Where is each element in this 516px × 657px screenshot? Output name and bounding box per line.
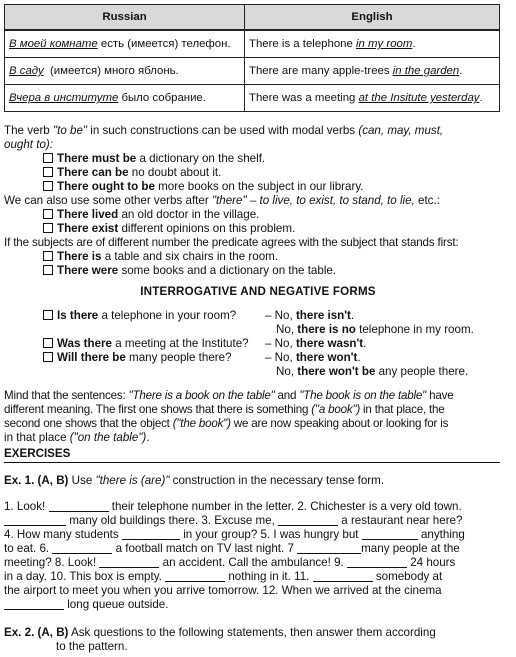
answer-item xyxy=(276,365,468,379)
mind-line xyxy=(4,431,150,445)
mind-line xyxy=(4,403,445,417)
exercise-line xyxy=(4,514,462,528)
text: . xyxy=(357,351,361,364)
text: "The book is on the table" xyxy=(299,389,427,402)
text: a table and six chairs in the room. xyxy=(101,250,279,263)
text: a dictionary on the shelf. xyxy=(136,152,266,165)
english-end: . xyxy=(459,65,463,77)
column-header-english: English xyxy=(245,5,500,31)
text: and xyxy=(274,389,300,402)
text: any people there. xyxy=(375,365,469,378)
blank-field[interactable] xyxy=(122,528,180,540)
text: – No, xyxy=(265,337,296,350)
text: some books and a dictionary on the table. xyxy=(118,264,337,277)
question-item xyxy=(43,309,236,323)
russian-underlined: В саду xyxy=(9,65,44,77)
text: There lived xyxy=(57,208,119,221)
question-item xyxy=(43,351,232,365)
english-underlined: in the garden xyxy=(392,65,460,77)
checkbox-bullet-icon xyxy=(43,181,53,191)
text: (can, may, must, xyxy=(358,124,444,137)
text: somebody at xyxy=(375,570,443,583)
table-row xyxy=(5,30,500,58)
text: their telephone number in the letter. 2. Chichester is a very old town. xyxy=(111,500,462,513)
answer-item xyxy=(265,351,361,365)
checkbox-bullet-icon xyxy=(43,338,53,348)
table-row xyxy=(5,58,500,85)
text: "there is (are)" xyxy=(95,474,170,487)
text: have xyxy=(426,389,454,402)
text: there wasn't xyxy=(295,337,364,350)
text: "to be" xyxy=(52,124,88,137)
modal-intro-line1 xyxy=(4,124,443,138)
example-item xyxy=(43,152,265,166)
text: There ought to be xyxy=(57,180,155,193)
text: many people at the xyxy=(361,542,460,555)
question-item xyxy=(43,337,249,351)
text: There exist xyxy=(57,222,119,235)
checkbox-bullet-icon xyxy=(43,352,53,362)
text: there won't xyxy=(295,351,358,364)
exercise-line: the airport to meet you when you arrive tomorrow. 12. When we arrived at the cinema xyxy=(4,584,442,597)
text: No, xyxy=(276,323,298,336)
text: a meeting at the Institute? xyxy=(111,337,249,350)
text: ("a book") xyxy=(311,403,361,416)
english-end: . xyxy=(412,38,416,50)
text: there won't be xyxy=(297,365,376,378)
blank-field[interactable] xyxy=(4,598,64,610)
column-header-russian: Russian xyxy=(5,5,245,31)
text: in that place, the xyxy=(360,403,445,416)
checkbox-bullet-icon xyxy=(43,251,53,261)
text: different opinions on this problem. xyxy=(118,222,296,235)
english-underlined: in my room xyxy=(356,38,413,50)
russian-cell xyxy=(5,58,245,85)
blank-field[interactable] xyxy=(278,514,338,526)
text: to eat. 6. xyxy=(4,542,50,555)
text: we are now speaking about or looking for is xyxy=(230,417,449,430)
text: in a day. 10. This box is empty. xyxy=(4,570,162,583)
table-row xyxy=(5,85,500,112)
text: Ask questions to the following statements, then answer them according xyxy=(68,626,436,639)
russian-text: было собрание. xyxy=(118,92,206,104)
russian-cell xyxy=(5,30,245,58)
checkbox-bullet-icon xyxy=(43,209,53,219)
text: anything xyxy=(420,528,465,541)
text: – No, xyxy=(265,351,296,364)
text: . xyxy=(350,309,355,322)
text: no doubt about it. xyxy=(128,166,222,179)
text: 4. How many students xyxy=(4,528,119,541)
translation-table xyxy=(4,4,500,112)
exercise-line xyxy=(4,528,465,542)
text: "there" – to live, to exist, to stand, to lie, xyxy=(211,194,415,207)
exercise-line xyxy=(4,500,462,514)
text: Is there xyxy=(57,309,99,322)
text: an accident. Call the ambulance! 9. xyxy=(162,556,344,569)
text: . xyxy=(363,337,367,350)
text: – No, xyxy=(265,309,296,322)
section-heading: INTERROGATIVE AND NEGATIVE FORMS xyxy=(140,285,376,298)
blank-field[interactable] xyxy=(99,556,159,568)
english-cell xyxy=(245,85,500,112)
english-text: There was a meeting xyxy=(249,92,359,104)
english-cell xyxy=(245,30,500,58)
text: more books on the subject in our library. xyxy=(154,180,364,193)
english-text: There are many apple-trees xyxy=(249,65,393,77)
example-item xyxy=(43,180,363,194)
text: there is no xyxy=(297,323,356,336)
russian-text: (имеется) много яблонь. xyxy=(43,65,179,77)
text: There must be xyxy=(57,152,137,165)
blank-field[interactable] xyxy=(165,570,225,582)
text: Ex. 1. (A, B) xyxy=(4,474,69,487)
mind-line xyxy=(4,417,448,431)
english-cell xyxy=(245,58,500,85)
text: many old buildings there. 3. Excuse me, xyxy=(69,514,275,527)
exercise-line xyxy=(4,598,168,612)
text: There can be xyxy=(57,166,129,179)
text: Mind that the sentences: xyxy=(4,389,129,402)
text: in your group? 5. I was hungry but xyxy=(183,528,359,541)
checkbox-bullet-icon xyxy=(43,265,53,275)
russian-underlined: Вчера в институте xyxy=(9,92,119,104)
text: There is xyxy=(57,250,102,263)
english-text: There is a telephone xyxy=(249,38,357,50)
text: There were xyxy=(57,264,119,277)
text: ("on the table") xyxy=(69,431,147,444)
other-verbs-intro xyxy=(4,194,440,208)
answer-item xyxy=(265,337,366,351)
table-header-row xyxy=(5,5,500,31)
text: Ex. 2. (A, B) xyxy=(4,626,69,639)
exercise-line xyxy=(4,542,460,556)
english-underlined: at the Insitute yesterday xyxy=(358,92,480,104)
text: nothing in it. 11. xyxy=(228,570,310,583)
text: long queue outside. xyxy=(67,598,169,611)
example-item xyxy=(43,208,259,222)
text: etc.: xyxy=(414,194,440,207)
text: a telephone in your room? xyxy=(98,309,237,322)
text: telephone in my room. xyxy=(355,323,474,336)
subjects-intro: If the subjects are of different number the predicate agrees with the subject that stands first: xyxy=(4,236,459,249)
blank-field[interactable] xyxy=(313,570,373,582)
answer-item xyxy=(276,323,474,337)
blank-field[interactable] xyxy=(297,542,361,554)
text: The verb xyxy=(4,124,53,137)
text: Will there be xyxy=(57,351,126,364)
modal-intro-line2: ought to): xyxy=(4,138,53,151)
text: 1. Look! xyxy=(4,500,46,513)
text: in such constructions can be used with modal verbs xyxy=(87,124,359,137)
text: "There is a book on the table" xyxy=(128,389,275,402)
example-item xyxy=(43,264,336,278)
text: in that place xyxy=(4,431,70,444)
mind-line xyxy=(4,389,453,403)
text: Use xyxy=(68,474,96,487)
english-end: . xyxy=(479,92,483,104)
text: ("the book") xyxy=(172,417,231,430)
checkbox-bullet-icon xyxy=(43,223,53,233)
example-item xyxy=(43,166,221,180)
text: 24 hours xyxy=(410,556,456,569)
exercises-heading: EXERCISES xyxy=(4,447,500,463)
text: different meaning. The first one shows that there is something xyxy=(4,403,312,416)
checkbox-bullet-icon xyxy=(43,153,53,163)
text: many people there? xyxy=(125,351,232,364)
text: No, xyxy=(276,365,298,378)
example-item xyxy=(43,222,295,236)
blank-field[interactable] xyxy=(52,542,112,554)
exercise-line xyxy=(4,570,442,584)
text: . xyxy=(146,431,150,444)
blank-field[interactable] xyxy=(347,556,407,568)
russian-cell xyxy=(5,85,245,112)
text: meeting? 8. Look! xyxy=(4,556,97,569)
exercise-2-title-line2: to the pattern. xyxy=(56,640,128,653)
text: We can also use some other verbs after xyxy=(4,194,212,207)
exercise-line xyxy=(4,556,455,570)
checkbox-bullet-icon xyxy=(43,310,53,320)
checkbox-bullet-icon xyxy=(43,167,53,177)
answer-item xyxy=(265,309,354,323)
exercise-1-title xyxy=(4,474,384,488)
text: an old doctor in the village. xyxy=(118,208,260,221)
russian-text: есть (имеется) телефон. xyxy=(97,38,231,50)
blank-field[interactable] xyxy=(49,500,109,512)
exercise-2-title xyxy=(4,626,436,640)
text: construction in the necessary tense form. xyxy=(169,474,385,487)
text: Was there xyxy=(57,337,112,350)
blank-field[interactable] xyxy=(362,528,418,540)
text: there isn't xyxy=(295,309,351,322)
text: a football match on TV last night. 7 xyxy=(115,542,294,555)
blank-field[interactable] xyxy=(4,514,66,526)
text: a restaurant near here? xyxy=(341,514,463,527)
text: second one shows that the object xyxy=(4,417,173,430)
example-item xyxy=(43,250,278,264)
russian-underlined: В моей комнате xyxy=(9,38,98,50)
